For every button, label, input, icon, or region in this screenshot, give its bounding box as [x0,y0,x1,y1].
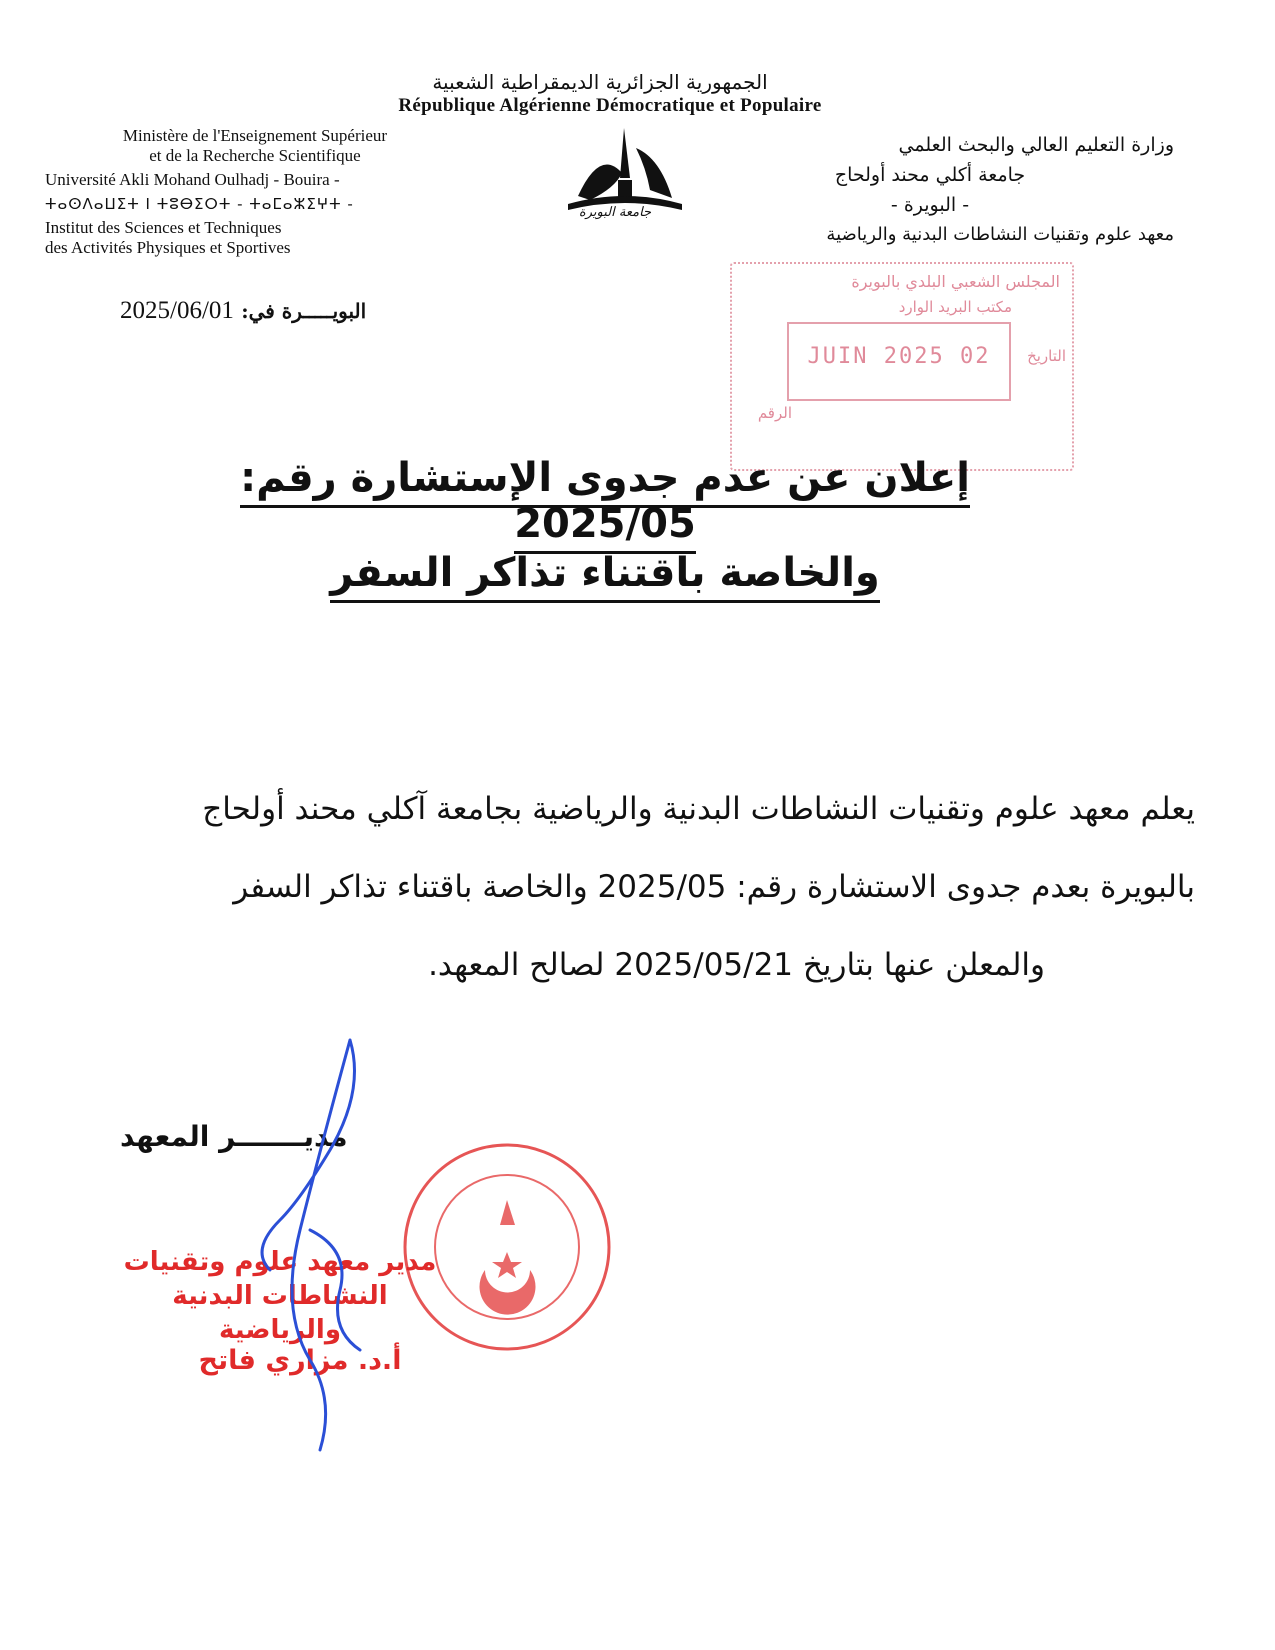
body-line-1: يعلم معهد علوم وتقنيات النشاطات البدنية والرياضية بجامعة آكلي محند أولحاج [202,791,1195,827]
logo-caption: جامعة البويرة [578,205,652,220]
body-line-2: بالبويرة بعدم جدوى الاستشارة رقم: 2025/05 والخاصة باقتناء تذاكر السفر [233,869,1195,905]
director-stamp-line-2: النشاطات البدنية والرياضية [172,1281,388,1345]
received-stamp-line-2: مكتب البريد الوارد [898,298,1012,316]
announcement-subtitle [300,550,910,596]
received-stamp-number-label: الرقم [757,404,792,422]
received-stamp-date-box [787,322,1011,401]
handwritten-signature [240,1030,410,1460]
institute-line-1: Institut des Sciences et Techniques [45,218,282,237]
institute-line-2: des Activités Physiques et Sportives [45,238,291,257]
announcement-title [190,455,1020,547]
ministry-line-2: et de la Recherche Scientifique [149,146,361,165]
announcement-title-line-1: إعلان عن عدم جدوى الإستشارة رقم: 2025/05 [240,455,970,554]
republic-title-ar: الجمهورية الجزائرية الديمقراطية الشعبية [432,70,768,94]
director-title: مديـــــــر المعهد [120,1120,348,1153]
director-stamp-line-1: مدير معهد علوم وتقنيات [123,1247,437,1277]
institute-ar: معهد علوم وتقنيات النشاطات البدنية والرياضية [826,224,1174,245]
university-tifinagh: ⵜⴰⵙⴷⴰⵡⵉⵜ ⵏ ⵜⵓⴱⵉⵔⵜ - ⵜⴰⵎⴰⵣⵉⵖⵜ - [45,195,354,213]
received-stamp-date: 02 JUIN 2025 [807,344,991,369]
header-left-block [45,126,505,258]
received-stamp-line-1: المجلس الشعبي البلدي بالبويرة [851,272,1060,291]
university-ar: جامعة أكلي محند أولحاج [834,164,1026,186]
ministry-line-1: Ministère de l'Enseignement Supérieur [122,126,388,145]
university-line: Université Akli Mohand Oulhadj - Bouira - [45,170,340,189]
announcement-body [80,770,1195,1004]
republic-title-fr: République Algérienne Démocratique et Populaire [398,95,822,116]
director-name: أ.د. مزاري فاتح [198,1345,402,1376]
document-date [120,297,460,325]
city-ar: - البويرة - [890,194,970,216]
body-line-3: والمعلن عنها بتاريخ 2025/05/21 لصالح المعهد. [428,947,1045,983]
date-value: 2025/06/01 [120,297,234,324]
received-stamp-date-label: التاريخ [1027,347,1066,365]
received-stamp [730,262,1074,471]
header-right-block [680,130,1180,250]
date-label: البويـــــرة في: [241,299,367,323]
announcement-title-line-2: والخاصة باقتناء تذاكر السفر [330,550,880,603]
ministry-ar: وزارة التعليم العالي والبحث العلمي [898,134,1174,156]
